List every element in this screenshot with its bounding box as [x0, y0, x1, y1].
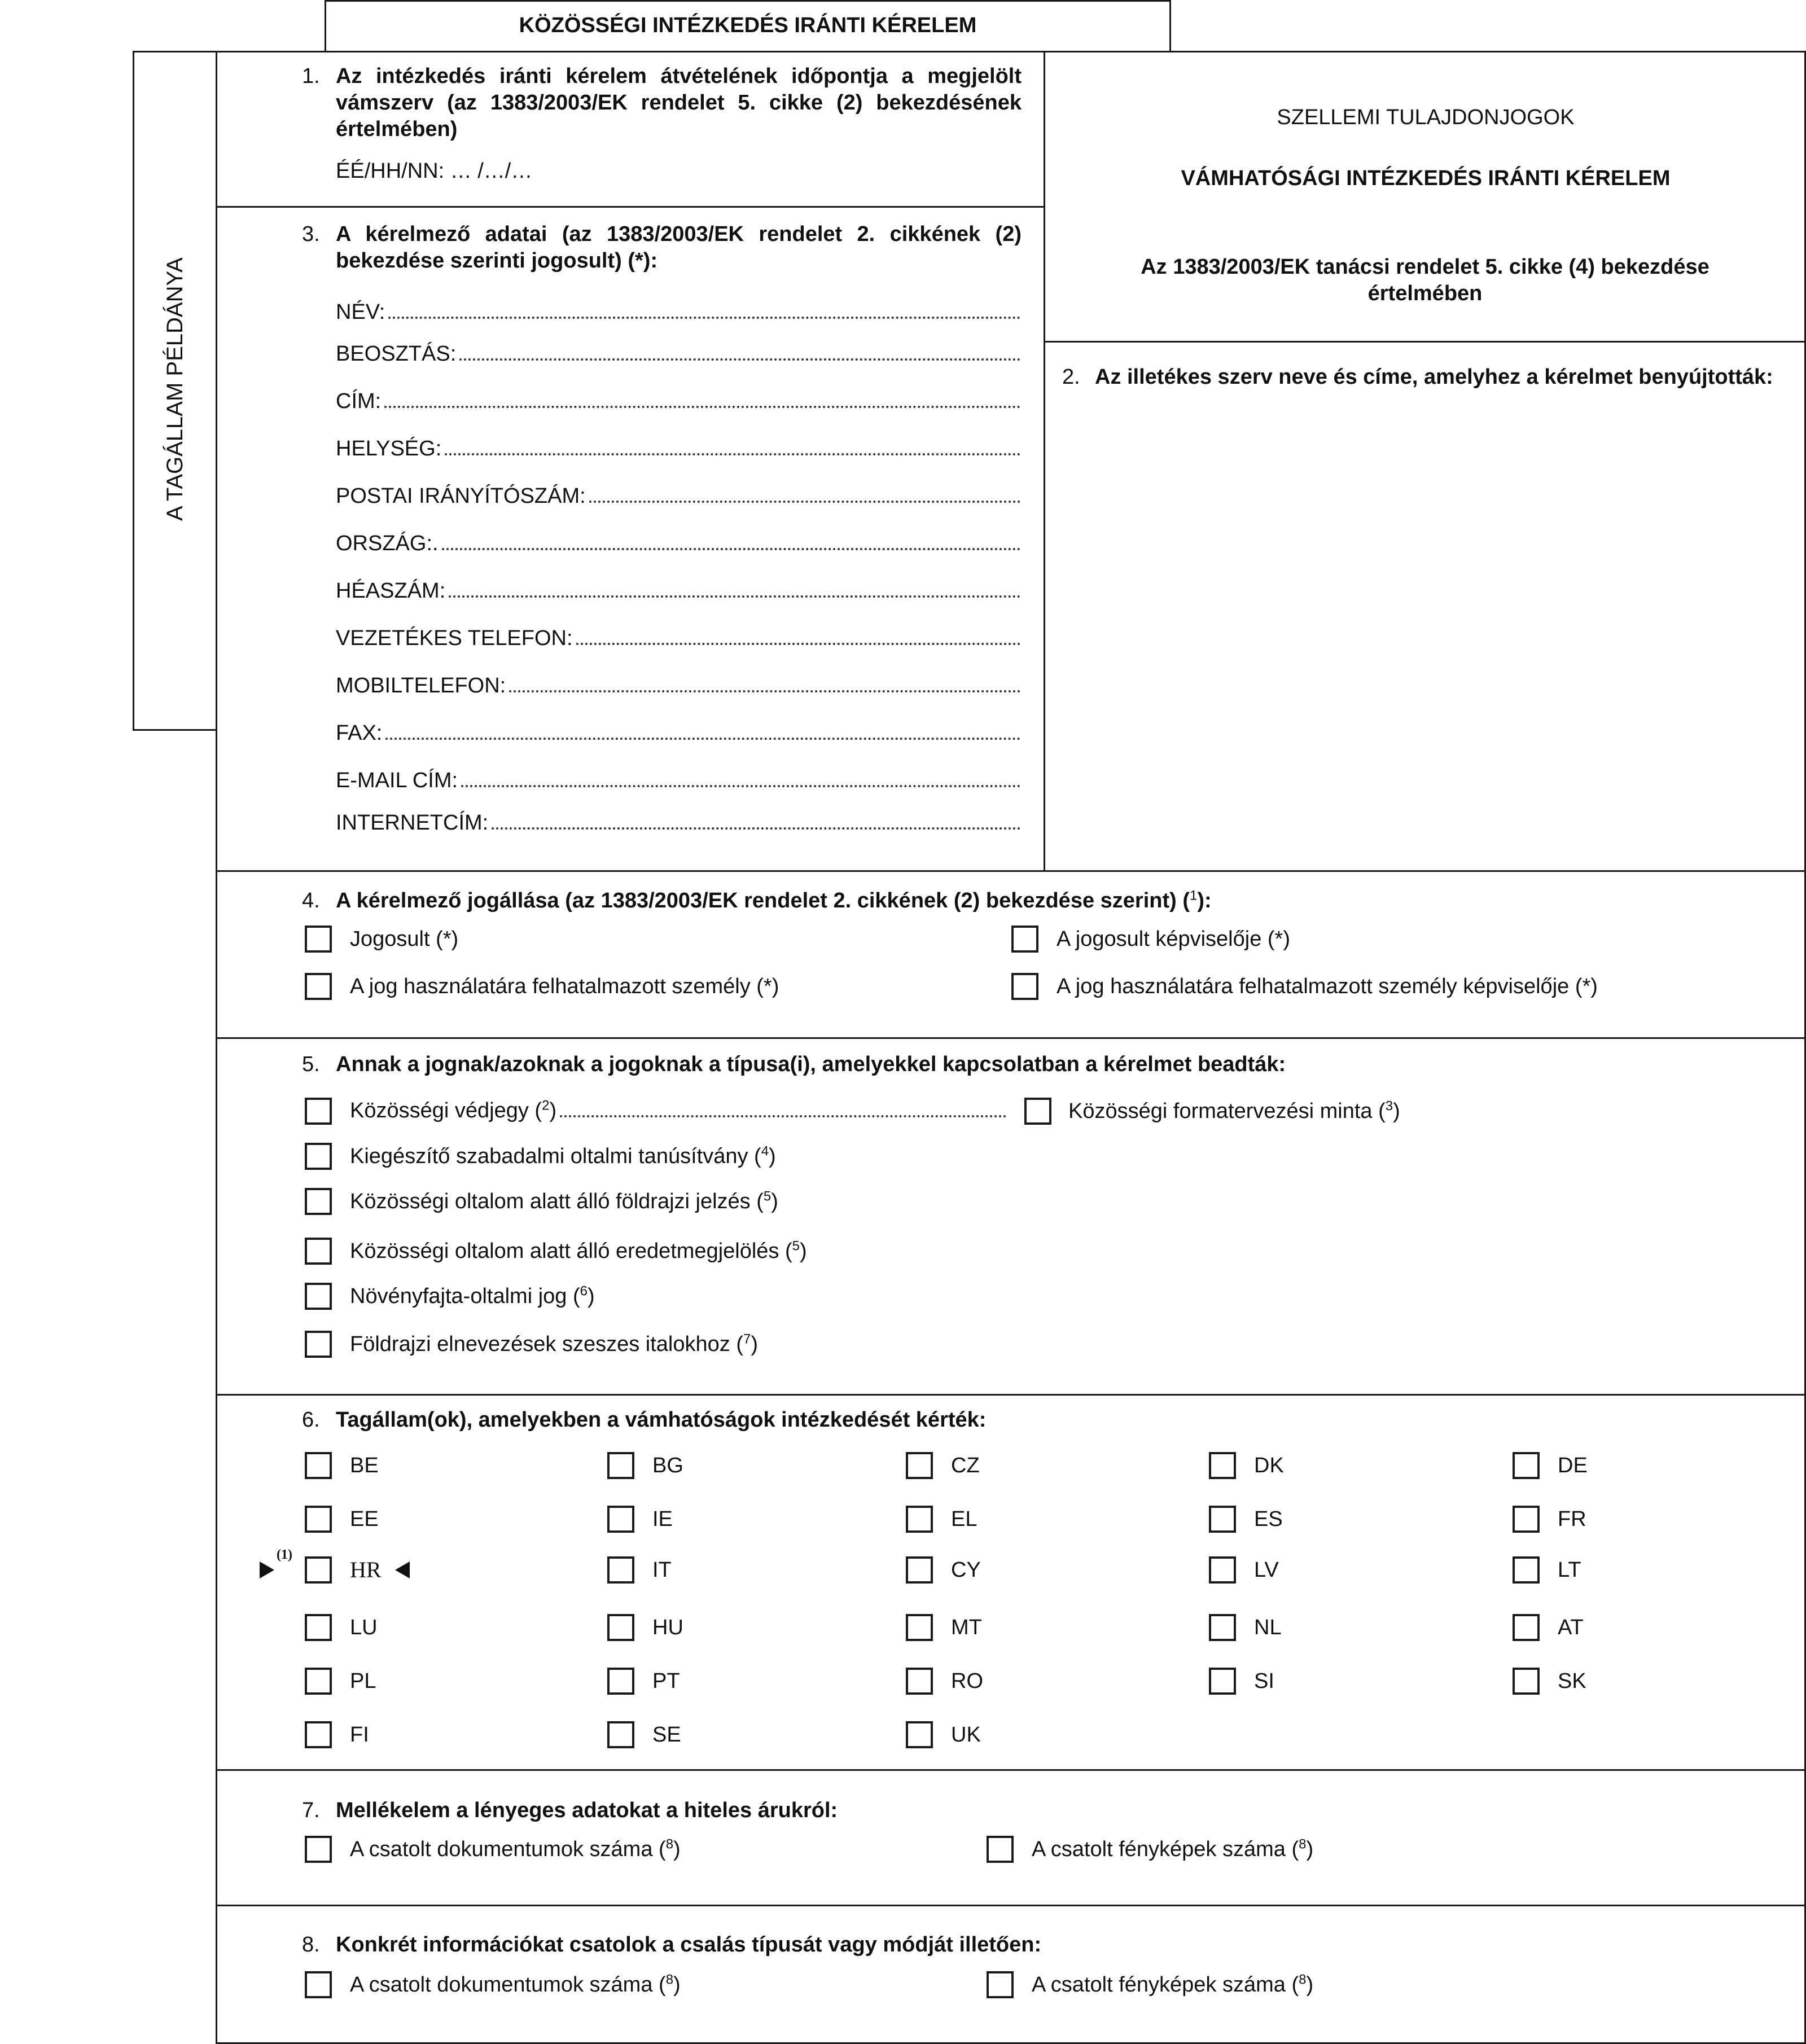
label-right-holder-rep: A jogosult képviselője (*): [1057, 927, 1290, 951]
section4-title: [336, 888, 1212, 914]
checkbox-country-es[interactable]: [1209, 1506, 1236, 1533]
label-country-el: EL: [951, 1507, 977, 1531]
label-s7-photos: A csatolt fényképek száma ($^8$): [1032, 1836, 1314, 1861]
label-country-at: AT: [1558, 1616, 1584, 1639]
checkbox-country-de[interactable]: [1513, 1452, 1540, 1479]
label-country-hr: HR: [350, 1557, 382, 1582]
field-position-label: BEOSZTÁS:: [336, 342, 457, 366]
label-country-uk: UK: [951, 1723, 981, 1747]
section6-num: 6.: [302, 1408, 320, 1432]
checkbox-geo-indication[interactable]: [305, 1188, 332, 1215]
section2-num: 2.: [1062, 365, 1080, 389]
field-email-line[interactable]: [461, 785, 1020, 787]
label-country-lu: LU: [350, 1616, 378, 1639]
checkbox-spc[interactable]: [305, 1143, 332, 1170]
label-s8-documents: A csatolt dokumentumok száma ($^8$): [350, 1972, 681, 1997]
label-country-dk: DK: [1254, 1454, 1284, 1477]
label-country-nl: NL: [1254, 1616, 1282, 1639]
field-postcode[interactable]: [336, 483, 1022, 509]
checkbox-country-hr[interactable]: [305, 1556, 332, 1584]
label-country-cz: CZ: [951, 1454, 980, 1477]
checkbox-country-si[interactable]: [1209, 1668, 1236, 1695]
community-trademark-line[interactable]: [560, 1115, 1006, 1117]
field-address-label: CÍM:: [336, 389, 382, 413]
field-vat[interactable]: [336, 578, 1022, 604]
field-website-line[interactable]: [492, 827, 1020, 830]
checkbox-country-fi[interactable]: [305, 1721, 332, 1748]
checkbox-country-lv[interactable]: [1209, 1556, 1236, 1584]
checkbox-country-ee[interactable]: [305, 1506, 332, 1533]
field-name-line[interactable]: [388, 317, 1020, 319]
label-country-lv: LV: [1254, 1558, 1279, 1582]
label-country-cy: CY: [951, 1558, 981, 1582]
label-country-mt: MT: [951, 1616, 982, 1639]
section1-text: Az intézkedés iránti kérelem átvételének időpontja a megjelölt vámszerv (az 1383/2003/EK rendelet 5. cikke (2) bekezdésének értelmében): [336, 64, 1022, 141]
field-country[interactable]: [336, 530, 1022, 556]
checkbox-s7-photos[interactable]: [987, 1836, 1014, 1863]
section8-title: Konkrét információkat csatolok a csalás típusát vagy módját illetően:: [336, 1933, 1042, 1957]
label-country-de: DE: [1558, 1454, 1588, 1477]
label-authorised-user: A jog használatára felhatalmazott személy (*): [350, 975, 779, 998]
field-landline-label: VEZETÉKES TELEFON:: [336, 626, 573, 650]
section2-text: Az illetékes szerv neve és címe, amelyhez a kérelmet benyújtották:: [1095, 365, 1773, 389]
section7-num: 7.: [302, 1799, 320, 1822]
label-country-es: ES: [1254, 1507, 1283, 1531]
checkbox-country-pt[interactable]: [607, 1668, 634, 1695]
community-design-label: Közösségi formatervezési minta ($^3$): [1068, 1098, 1400, 1123]
section4-title-end: ):: [1197, 889, 1212, 913]
label-country-ie: IE: [652, 1507, 673, 1531]
label-spirit-drinks: Földrajzi elnevezések szeszes italokhoz ($^7$): [350, 1331, 758, 1356]
field-landline-line[interactable]: [576, 643, 1020, 645]
label-country-se: SE: [652, 1723, 681, 1747]
label-plant-variety: Növényfajta-oltalmi jog ($^6$): [350, 1283, 595, 1308]
checkbox-country-nl[interactable]: [1209, 1614, 1236, 1641]
amendment-marker-label: (1): [277, 1547, 292, 1562]
field-vat-line[interactable]: [449, 595, 1020, 598]
community-trademark-row: [350, 1098, 1007, 1124]
checkbox-country-bg[interactable]: [607, 1452, 634, 1479]
checkbox-designation-origin[interactable]: [305, 1238, 332, 1265]
checkbox-authorised-user[interactable]: [305, 973, 332, 1000]
divider-s6: [216, 1394, 1806, 1396]
checkbox-community-design[interactable]: [1024, 1098, 1051, 1125]
checkbox-country-lt[interactable]: [1513, 1556, 1540, 1584]
label-country-fr: FR: [1558, 1507, 1586, 1531]
checkbox-community-trademark[interactable]: [305, 1098, 332, 1125]
checkbox-country-it[interactable]: [607, 1556, 634, 1584]
label-country-pl: PL: [350, 1669, 376, 1693]
field-address[interactable]: [336, 388, 1022, 414]
checkbox-right-holder[interactable]: [305, 925, 332, 953]
checkbox-s7-documents[interactable]: [305, 1836, 332, 1863]
checkbox-country-cz[interactable]: [906, 1452, 933, 1479]
section6-title: Tagállam(ok), amelyekben a vámhatóságok intézkedését kérték:: [336, 1408, 987, 1432]
field-website[interactable]: [336, 810, 1022, 836]
label-authorised-user-rep: A jog használatára felhatalmazott személy képviselője (*): [1057, 975, 1598, 998]
field-city[interactable]: [336, 436, 1022, 462]
field-mobile[interactable]: [336, 673, 1022, 699]
section8-num: 8.: [302, 1933, 320, 1957]
divider-s5: [216, 1037, 1806, 1039]
field-postcode-line[interactable]: [589, 501, 1020, 503]
divider-s2: [1044, 341, 1806, 343]
checkbox-country-hu[interactable]: [607, 1614, 634, 1641]
amendment-start-marker-icon: [260, 1561, 274, 1578]
checkbox-country-lu[interactable]: [305, 1614, 332, 1641]
checkbox-country-el[interactable]: [906, 1506, 933, 1533]
side-label: A TAGÁLLAM PÉLDÁNYA: [163, 257, 187, 521]
label-spc: Kiegészítő szabadalmi oltalmi tanúsítvány ($^4$): [350, 1143, 776, 1168]
checkbox-country-cy[interactable]: [906, 1556, 933, 1584]
checkbox-authorised-user-rep[interactable]: [1011, 973, 1038, 1000]
checkbox-country-uk[interactable]: [906, 1721, 933, 1748]
checkbox-country-sk[interactable]: [1513, 1668, 1540, 1695]
label-country-it: IT: [652, 1558, 672, 1582]
label-right-holder: Jogosult (*): [350, 927, 459, 951]
checkbox-country-se[interactable]: [607, 1721, 634, 1748]
label-country-ee: EE: [350, 1507, 379, 1531]
divider-s4: [216, 870, 1806, 872]
checkbox-country-ro[interactable]: [906, 1668, 933, 1695]
label-country-sk: SK: [1558, 1669, 1586, 1693]
field-email[interactable]: [336, 767, 1022, 793]
field-address-line[interactable]: [384, 406, 1020, 408]
field-website-label: INTERNETCÍM:: [336, 811, 489, 835]
community-trademark-label: Közösségi védjegy ($^2$): [350, 1098, 557, 1122]
right-header-line3: Az 1383/2003/EK tanácsi rendelet 5. cikke (4) bekezdése értelmében: [1141, 255, 1709, 305]
section1-num: 1.: [302, 64, 320, 88]
amendment-end-marker-icon: [395, 1561, 410, 1578]
field-name-label: NÉV:: [336, 300, 385, 324]
field-fax-label: FAX:: [336, 721, 383, 745]
divider-s8: [216, 1905, 1806, 1906]
field-city-line[interactable]: [445, 453, 1020, 455]
checkbox-s8-documents[interactable]: [305, 1971, 332, 1998]
divider-s1: [216, 206, 1045, 208]
field-position[interactable]: [336, 341, 1022, 367]
field-position-line[interactable]: [459, 358, 1020, 361]
checkbox-country-fr[interactable]: [1513, 1506, 1540, 1533]
field-city-label: HELYSÉG:: [336, 437, 442, 460]
section5-num: 5.: [302, 1052, 320, 1076]
field-fax[interactable]: [336, 720, 1022, 746]
field-vat-label: HÉASZÁM:: [336, 579, 446, 603]
checkbox-country-mt[interactable]: [906, 1614, 933, 1641]
section3-text: A kérelmező adatai (az 1383/2003/EK rendelet 2. cikkének (2) bekezdése szerinti jogosult) (*):: [336, 222, 1022, 273]
section4-title-text: A kérelmező jogállása (az 1383/2003/EK rendelet 2. cikkének (2) bekezdése szerint) (: [336, 889, 1190, 913]
label-country-bg: BG: [652, 1454, 683, 1477]
field-landline[interactable]: [336, 625, 1022, 651]
label-country-ro: RO: [951, 1669, 983, 1693]
checkbox-country-pl[interactable]: [305, 1668, 332, 1695]
section1-date-format[interactable]: ÉÉ/HH/NN: … /…/…: [336, 159, 533, 183]
label-s8-photos: A csatolt fényképek száma ($^8$): [1032, 1972, 1314, 1997]
section4-num: 4.: [302, 889, 320, 913]
label-country-hu: HU: [652, 1616, 683, 1639]
checkbox-country-ie[interactable]: [607, 1506, 634, 1533]
right-header-line1: SZELLEMI TULAJDONJOGOK: [1277, 106, 1575, 129]
divider-s7: [216, 1769, 1806, 1771]
checkbox-spirit-drinks[interactable]: [305, 1331, 332, 1358]
field-country-line[interactable]: [442, 548, 1020, 550]
field-fax-line[interactable]: [385, 738, 1020, 740]
checkbox-country-dk[interactable]: [1209, 1452, 1236, 1479]
checkbox-country-be[interactable]: [305, 1452, 332, 1479]
field-name[interactable]: [336, 299, 1022, 325]
section7-title: Mellékelem a lényeges adatokat a hiteles árukról:: [336, 1799, 838, 1822]
section5-title: Annak a jognak/azoknak a jogoknak a típusa(i), amelyekkel kapcsolatban a kérelmet beadták:: [336, 1052, 1286, 1076]
checkbox-plant-variety[interactable]: [305, 1283, 332, 1310]
label-country-fi: FI: [350, 1723, 369, 1747]
header-title: KÖZÖSSÉGI INTÉZKEDÉS IRÁNTI KÉRELEM: [519, 14, 977, 37]
field-mobile-label: MOBILTELEFON:: [336, 674, 506, 698]
checkbox-right-holder-rep[interactable]: [1011, 925, 1038, 953]
label-s7-documents: A csatolt dokumentumok száma ($^8$): [350, 1836, 681, 1861]
label-country-be: BE: [350, 1454, 379, 1477]
field-mobile-line[interactable]: [509, 690, 1020, 692]
field-email-label: E-MAIL CÍM:: [336, 769, 458, 792]
checkbox-country-at[interactable]: [1513, 1614, 1540, 1641]
label-geo-indication: Közösségi oltalom alatt álló földrajzi jelzés ($^5$): [350, 1188, 778, 1213]
label-designation-origin: Közösségi oltalom alatt álló eredetmegjelölés ($^5$): [350, 1238, 807, 1263]
field-postcode-label: POSTAI IRÁNYÍTÓSZÁM:: [336, 484, 586, 508]
section3-num: 3.: [302, 222, 320, 246]
checkbox-s8-photos[interactable]: [987, 1971, 1014, 1998]
field-country-label: ORSZÁG:.: [336, 532, 439, 555]
right-header-line2: VÁMHATÓSÁGI INTÉZKEDÉS IRÁNTI KÉRELEM: [1181, 166, 1671, 190]
section4-title-sup: 1: [1190, 888, 1198, 903]
label-country-pt: PT: [652, 1669, 680, 1693]
label-country-lt: LT: [1558, 1558, 1581, 1582]
label-country-si: SI: [1254, 1669, 1274, 1693]
